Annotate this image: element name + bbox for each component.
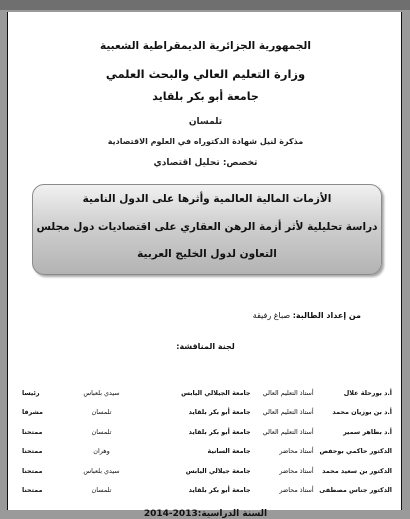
member-city: سيدي بلعباس: [83, 388, 120, 397]
member-name: أ.د بن بوزيان محمد: [332, 408, 392, 417]
member-name: الدكتور جناس مصطفى: [319, 486, 392, 495]
member-role: ممتحنا: [22, 427, 43, 436]
member-university: جامعة أبو بكر بلقايد: [188, 486, 251, 495]
member-university: جامعة جيلالي اليابس: [185, 466, 251, 475]
student-name: صباغ رفيقة: [252, 311, 291, 320]
academic-year: السنة الدراسية:2013-2014: [143, 509, 268, 519]
city-heading: تلمسان: [188, 117, 223, 127]
student-line: [253, 311, 361, 320]
committee-row: [22, 403, 392, 423]
member-rank: أستاذ محاضر: [279, 447, 314, 456]
member-name: الدكتور حاكمي بوحفص: [319, 447, 392, 456]
member-name: الدكتور بن سعيد محمد: [322, 466, 392, 475]
thesis-title-box: [32, 184, 382, 275]
member-role: رئيسا: [22, 388, 40, 397]
member-university: جامعة الجيلالي اليابس: [181, 388, 251, 397]
member-role: مشرفا: [22, 408, 44, 417]
thesis-title-line-1: الأزمات المالية العالمية وأثرها على الدول النامية: [82, 193, 332, 205]
student-label: من إعداد الطالبة:: [292, 311, 361, 320]
member-city: سيدي بلعباس: [83, 466, 120, 475]
member-rank: أستاذ التعليم العالي: [262, 427, 314, 436]
committee-row: [22, 442, 392, 462]
member-city: تلمسان: [91, 486, 112, 495]
member-university: جامعة أبو بكر بلقايد: [188, 427, 251, 436]
committee-row: [22, 481, 392, 501]
member-city: وهران: [93, 447, 110, 456]
university-heading: جامعة أبو بكر بلقايد: [152, 90, 259, 103]
viewer-top-bar: [0, 0, 410, 10]
member-rank: أستاذ محاضر: [279, 466, 314, 475]
thesis-type: مذكرة لنيل شهادة الدكتوراه في العلوم الاقتصادية: [107, 137, 304, 146]
committee-title: لجنة المناقشة:: [176, 342, 235, 351]
committee-row: [22, 383, 392, 403]
committee-table: [22, 383, 392, 500]
member-role: ممتحنا: [22, 466, 43, 475]
member-university: جامعة السانية: [207, 447, 251, 456]
member-role: ممتحنا: [22, 486, 43, 495]
member-city: تلمسان: [91, 408, 112, 417]
ministry-heading: وزارة التعليم العالي والبحث العلمي: [105, 67, 306, 81]
committee-row: [22, 422, 392, 442]
specialty: تخصص: تحليل اقتصادي: [153, 158, 258, 168]
committee-row: [22, 461, 392, 481]
member-rank: أستاذ التعليم العالي: [262, 388, 314, 397]
document-page: [7, 12, 402, 519]
republic-heading: الجمهورية الجزائرية الديمقراطية الشعبية: [100, 40, 311, 52]
member-name: أ.د بطاهر سمير: [343, 427, 392, 436]
member-role: ممتحنا: [22, 447, 43, 456]
thesis-title-line-3: التعاون لدول الخليج العربية: [137, 248, 277, 260]
member-university: جامعة أبو بكر بلقايد: [188, 408, 251, 417]
member-rank: أستاذ التعليم العالي: [262, 408, 314, 417]
member-rank: أستاذ محاضر: [279, 486, 314, 495]
thesis-title-line-2: دراسة تحليلية لأثر أزمة الرهن العقاري على اقتصاديات دول مجلس: [36, 221, 378, 233]
member-city: تلمسان: [91, 427, 112, 436]
member-name: أ.د بورحلة علال: [343, 388, 392, 397]
